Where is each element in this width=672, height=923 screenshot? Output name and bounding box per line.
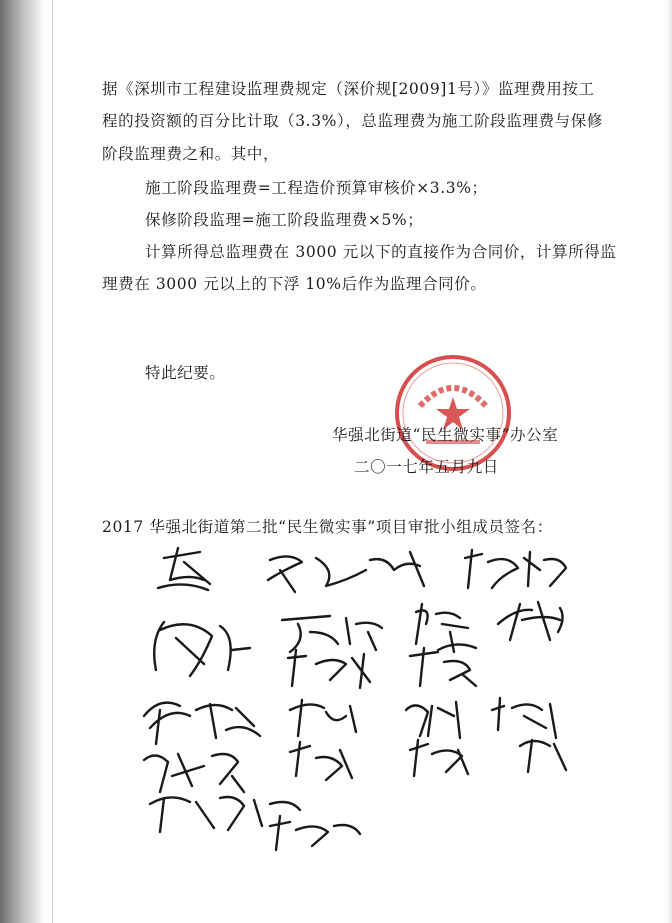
- paragraph-line-3: 阶段监理费之和。其中，: [102, 145, 280, 163]
- paragraph-line-4: 施工阶段监理费=工程造价预算审核价×3.3%；: [145, 179, 488, 197]
- signature-19: [270, 816, 360, 850]
- signature-3: [465, 550, 566, 588]
- signature-2: [268, 552, 424, 592]
- signature-15: [290, 742, 352, 780]
- paragraph-line-2: 程的投资额的百分比计取（3.3%），总监理费为施工阶段监理费与保修: [102, 112, 603, 130]
- signature-13: [492, 698, 556, 738]
- signature-7: [498, 602, 563, 640]
- signature-16: [410, 740, 468, 776]
- signature-9: [410, 648, 476, 686]
- paragraph-line-1: 据《深圳市工程建设监理费规定（深价规[2009]1号）》监理费用按工: [102, 80, 595, 98]
- handwritten-signatures: [120, 540, 600, 880]
- paragraph-line-6: 计算所得总监理费在 3000 元以下的直接作为合同价，计算所得监: [145, 243, 617, 261]
- signature-5: [282, 616, 382, 652]
- signature-10: [144, 703, 260, 744]
- page-right-edge: [666, 0, 672, 923]
- signature-8: [288, 650, 370, 688]
- paragraph-line-7: 理费在 3000 元以上的下浮 10%后作为监理合同价。: [102, 275, 487, 293]
- binder-shadow: [0, 0, 44, 923]
- signature-18: [150, 797, 300, 832]
- closing-text: 特此纪要。: [145, 364, 226, 382]
- signature-1: [158, 548, 210, 590]
- signature-12: [406, 702, 460, 738]
- issue-date: 二〇一七年五月九日: [354, 458, 499, 476]
- signature-17: [520, 740, 566, 772]
- signature-4: [154, 622, 250, 676]
- paragraph-line-5: 保修阶段监理=施工阶段监理费×5%；: [145, 211, 424, 229]
- page-edge: [52, 0, 53, 923]
- signature-heading: 2017 华强北街道第二批“民生微实事”项目审批小组成员签名：: [102, 518, 553, 536]
- issuer-name: 华强北街道“民生微实事”办公室: [332, 426, 559, 444]
- signature-14: [144, 754, 244, 792]
- signature-6: [416, 604, 476, 652]
- signature-11: [290, 700, 356, 736]
